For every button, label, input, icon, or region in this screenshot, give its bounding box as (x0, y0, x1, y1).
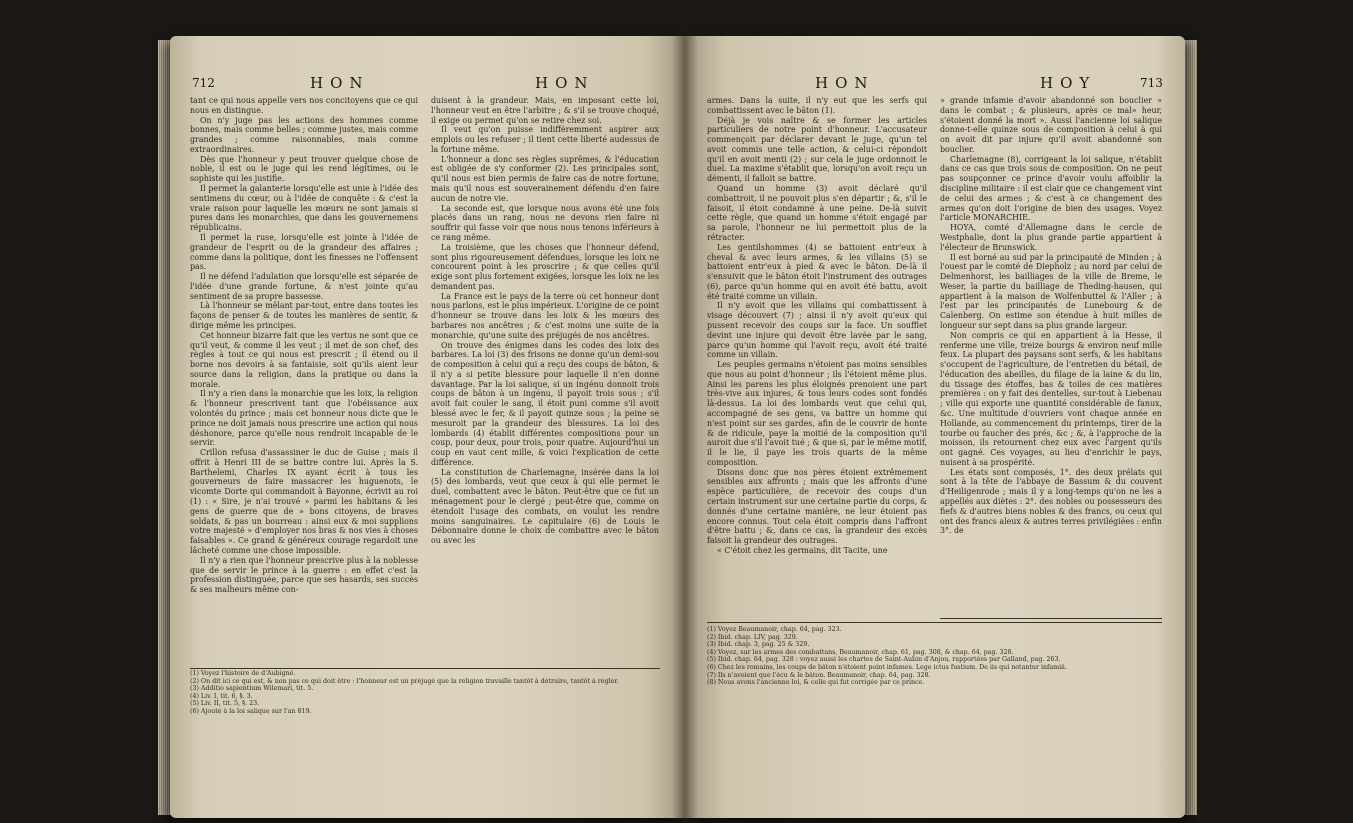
paragraph: Quand un homme (3) avoit déclaré qu'il combattroit, il ne pouvoit plus s'en départir ; &, s'il le faisoit, il étoit condamné à une peine. De-là suivit cette règle, que quand un homme s'étoit engagé par sa parole, l'honneur ne lui permettoit plus de la rétracter. (707, 184, 927, 242)
paragraph: HOYA, comté d'Allemagne dans le cercle de Westphalie, dont la plus grande partie appartient à l'électeur de Brunswick. (940, 223, 1162, 252)
paragraph: Il est borné au sud par la principauté de Minden ; à l'ouest par le comté de Diepholz ; au nord par celui de Delmenhorst, les bailliages de la ville de Breme, le Weser, la partie du bailliage de Theding-hausen, qui appartient à la maison de Wolfenbuttel & l'Aller ; à l'est par les principautés de Lunebourg & de Calenberg. On estime son étendue à huit milles de longueur sur sept dans sa plus grande largeur. (940, 252, 1162, 330)
paragraph: « C'étoit chez les germains, dit Tacite, une (717, 545, 888, 555)
paragraph: duisent à la grandeur. Mais, en imposant cette loi, l'honneur veut en être l'arbitre ; & s'il se trouve choqué, il exige ou permet qu'on se retire chez soi. (431, 96, 659, 125)
paragraph: Cet honneur bizarre fait que les vertus ne sont que ce qu'il veut, & comme il les veut ; il met de son chef, des règles à tout ce qui nous est prescrit ; il étend ou il borne nos devoirs à sa fantaisie, soit qu'ils aient leur source dans la religion, dans la pratique ou dans la morale. (190, 330, 418, 389)
running-head: HOY (1040, 74, 1097, 92)
footnote: (5) Ibid. chap. 64, pag. 328 : voyez aussi les chartes de Saint-Aubin d'Anjou, rapportées par Galland, pag. 263. (707, 656, 1061, 664)
paragraph: Les états sont composés, 1°. des deux prélats qui sont à la tête de l'abbaye de Bassum & du couvent d'Heiligenrode ; mais il y a long-temps qu'on ne les a appellés aux diètes : 2°. des nobles ou possesseurs des fiefs & d'autres biens nobles & des francs, ou ceux qui ont des francs aleux & autres terres privilégiées : enfin 3°. de (940, 467, 1162, 536)
paragraph: On n'y juge pas les actions des hommes comme bonnes, mais comme belles ; comme justes, mais comme grandes ; comme raisonnables, mais comme extraordinaires. (190, 115, 418, 154)
paragraph: » grande infamie d'avoir abandonné son bouclier » dans le combat ; & plusieurs, après ce mal» heur, s'étoient donné la mort ». Aussi l'ancienne loi salique donne-t-elle quinze sous de composition à celui à qui on avoit dit par injure qu'il avoit abandonné son bouclier. (940, 96, 1162, 154)
paragraph: La seconde est, que lorsque nous avons été une fois placés dans un rang, nous ne devons rien faire ni souffrir qui fasse voir que nous nous tenons inférieurs à ce rang même. (431, 203, 659, 242)
left-page (170, 36, 685, 818)
paragraph: Il veut qu'on puisse indifféremment aspirer aux emplois ou les refuser ; il tient cette liberté audessus de la fortune même. (431, 125, 659, 154)
paragraph: Dès que l'honneur y peut trouver quelque chose de noble, il est ou le juge qui les rend légitimes, ou le sophiste qui les justifie. (190, 154, 418, 184)
paragraph: Déjà je vois naître & se former les articles particuliers de notre point d'honneur. L'accusateur commençoit par déclarer devant le juge, qu'un tel avoit commis une telle action, & celui-ci répondoit qu'il en avoit menti (2) ; sur cela le juge ordonnoit le duel. La maxime s'établit que, lorsqu'on avoit reçu un démenti, il falloit se battre. (707, 115, 927, 184)
paragraph: Charlemagne (8), corrigeant la loi salique, n'établit dans ce cas que trois sous de composition. On ne peut pas soupçonner ce prince d'avoir voulu affoiblir la discipline militaire : il est clair que ce changement vint de celui des armes ; & c'est à ce changement des armes qu'on doit l'origine de bien des usages. Voyez l'article MONARCHIE. (940, 154, 1162, 223)
running-head: HON (535, 74, 595, 92)
paragraph: tant ce qui nous appelle vers nos concitoyens que ce qui nous en distingue. (190, 96, 418, 115)
text-column-4 (940, 96, 1162, 536)
text-column-1 (190, 96, 418, 595)
footnote: (7) Ils n'avoient que l'écu & le bâton. Beaumanoir, chap. 64, pag. 328. (707, 671, 931, 679)
paragraph: Il n'y avoit que les villains qui combattissent à visage découvert (7) ; ainsi il n'y avoit qu'eux qui pussent recevoir des coups sur la face. Un soufflet devint une injure qui devoit être lavée par le sang, parce qu'un homme qui l'avoit reçu, avoit été traité comme un villain. (707, 301, 927, 360)
book-gutter (672, 36, 698, 818)
paragraph: armes. Dans la suite, il n'y eut que les serfs qui combattissent avec le bâton (1). (707, 96, 927, 115)
footnote: (3) Additio sapientium Wilemari, tit. 5. (190, 685, 314, 693)
paragraph: Là l'honneur se mêlant par-tout, entre dans toutes les façons de penser & de toutes les manières de sentir, & dirige même les principes. (190, 301, 418, 330)
paragraph: Les peuples germains n'étoient pas moins sensibles que nous au point d'honneur ; ils l'étoient même plus. Ainsi les parens les plus éloignés prenoient une part très-vive aux injures, & tous leurs codes sont fondés là-dessus. La loi des lombards veut que celui qui, accompagné de ses gens, va battre un homme qui n'est point sur ses gardes, afin de le couvrir de honte & de ridicule, paye la moitié de la composition qu'il auroit due s'il l'avoit tué ; & que si, par le même motif, il le lie, il paye les trois quarts de la même composition. (707, 360, 927, 467)
footnotes (190, 670, 660, 716)
paragraph: L'honneur a donc ses règles suprêmes, & l'éducation est obligée de s'y conformer (2). Les principales sont, qu'il nous est bien permis de faire cas de notre fortune, mais qu'il nous est souverainement défendu d'en faire aucun de notre vie. (431, 154, 659, 203)
footnote: (3) Ibid. chap. 3, pag. 25 & 329. (707, 641, 810, 649)
paragraph: Il n'y a rien que l'honneur prescrive plus à la noblesse que de servir le prince à la guerre : en effet c'est la profession distinguée, parce que ses hasards, ses succès & ses malheurs même con- (190, 555, 418, 595)
footnote: (2) Ibid. chap. LIV, pag. 329. (707, 633, 798, 641)
paragraph: Disons donc que nos pères étoient extrêmement sensibles aux affronts ; mais que les affronts d'une espèce particulière, de recevoir des coups d'un certain instrument sur une certaine partie du corps, & donnés d'une certaine manière, ne leur étoient pas encore connus. Tout cela étoit compris dans l'affront d'être battu ; &, dans ce cas, la grandeur des excès faisoit la grandeur des outrages. (707, 467, 927, 546)
right-page (685, 36, 1185, 818)
running-head: HON (310, 74, 370, 92)
footnote: (4) Liv. I, tit. 6, §. 3. (190, 692, 253, 700)
footnote-rule (707, 622, 1162, 623)
paragraph: Il permet la ruse, lorsqu'elle est jointe à l'idée de grandeur de l'esprit ou de la grandeur des affaires ; comme dans la politique, dont les finesses ne l'offensent pas. (190, 232, 418, 272)
paragraph: La France est le pays de la terre où cet honneur dont nous parlons, est le plus impérieux. L'origine de ce point d'honneur se trouve dans les loix & les mœurs des barbares nos ancêtres ; & c'est moins une suite de la monarchie, qu'une suite des préjugés de nos ancêtres. (431, 291, 659, 340)
footnote-rule (190, 668, 660, 669)
paragraph: Il ne défend l'adulation que lorsqu'elle est séparée de l'idée d'une grande fortune, & n'est jointe qu'au sentiment de sa propre bassesse. (190, 272, 418, 301)
paragraph: La constitution de Charlemagne, insérée dans la loi (5) des lombards, veut que ceux à qui elle permet le duel, combattent avec le bâton. Peut-être que ce fut un ménagement pour le clergé ; peut-être que, comme on étendoit l'usage des combats, on voulut les rendre moins sanguinaires. Le capitulaire (6) de Louis le Débonnaire donne le choix de combattre avec le bâton ou avec les (431, 467, 659, 546)
footnote: (2) On dit ici ce qui est, & non pas ce qui doit être : l'honneur est un préjugé que la religion travaille tantôt à détruire, tantôt à régler. (190, 677, 619, 685)
footnote: (4) Voyez, sur les armes des combattans, Beaumanoir, chap. 61, pag. 308, & chap. 64, pag. 328. (707, 648, 1014, 656)
footnotes (707, 626, 1162, 687)
footnote: (5) Liv. II, tit. 5, §. 23. (190, 700, 260, 708)
footnote: (6) Chez les romains, les coups de bâton n'étoient point infames. Lege ictus fustium. De iis qui notantur infamiâ. (707, 663, 1067, 671)
paragraph: Les gentilshommes (4) se battoient entr'eux à cheval & avec leurs armes, & les villains (5) se battoient entr'eux à pied & avec le bâton. De-là il s'ensuivit que le bâton étoit l'instrument des outrages (6), parce qu'un homme qui en avoit été battu, avoit été traité comme un villain. (707, 242, 927, 301)
page-number-right: 713 (1140, 76, 1163, 90)
footnote: (1) Voyez l'histoire de d'Aubigné. (190, 670, 296, 677)
footnote: (8) Nous avons l'ancienne loi, & celle qui fut corrigée par ce prince. (707, 679, 925, 687)
right-page-edges (1183, 40, 1197, 815)
running-head: HON (815, 74, 875, 92)
paragraph: La troisième, que les choses que l'honneur défend, sont plus rigoureusement défendues, lorsque les loix ne concourent point à les proscrire ; & que celles qu'il exige sont plus fortement exigées, lorsque les loix ne les demandent pas. (431, 242, 659, 291)
paragraph: Non compris ce qui en appartient à la Hesse, il renferme une ville, treize bourgs & environ neuf mille feux. La plupart des paysans sont serfs, & les habitans s'occupent de l'agriculture, de l'entretien du bétail, de l'éducation des abeilles, du filage de la laine & du lin, du tissage des étoffes, bas & toiles de ces matières premières : on y fait des dentelles, sur-tout à Liebenau ; ville qui exporte une quantité considérable de fanux, &c. Une multitude d'ouvriers vont chaque année en Hollande, au commencement du printemps, tirer de la tourbe ou faucher des prés, &c ; &, à l'approche de la moisson, ils retournent chez eux avec l'argent qu'ils ont gagné. Ces voyages, au lieu d'enrichir le pays, nuisent à sa prospérité. (940, 330, 1162, 467)
text-column-2 (431, 96, 659, 546)
paragraph: Il n'y a rien dans la monarchie que les loix, la religion & l'honneur prescrivent tant que l'obéissance aux volontés du prince ; mais cet honneur nous dicte que le prince ne doit jamais nous prescrire une action qui nous déshonore, parce qu'elle nous rendroit incapable de le servir. (190, 389, 418, 448)
footnote: (1) Voyez Beaumanoir, chap. 64, pag. 323. (707, 626, 842, 633)
footnote: (6) Ajouté à la loi salique sur l'an 819. (190, 707, 312, 715)
paragraph: Il permet la galanterie lorsqu'elle est unie à l'idée des sentimens du cœur, ou à l'idée de conquête : & c'est la vraie raison pour laquelle les mœurs ne sont jamais si pures dans les monarchies, que dans les gouvernemens républicains. (190, 184, 418, 233)
paragraph: On trouve des énigmes dans les codes des loix des barbares. La loi (3) des frisons ne donne qu'un demi-sou de composition à celui qui a reçu des coups de bâton, & il n'y a si petite blessure pour laquelle il n'en donne davantage. Par la loi salique, si un ingénu donnoit trois coups de bâton à un ingénu, il payoit trois sous ; s'il avoit fait couler le sang, il étoit puni comme s'il avoit blessé avec le fer, & il payoit quinze sous ; la peine se mesuroit par la grandeur des blessures. La loi des lombards (4) établit différentes compositions pour un coup, pour deux, pour trois, pour quatre. Aujourd'hui un coup en vaut cent mille, & voici l'explication de cette différence. (431, 340, 659, 467)
article-end-rule (940, 618, 1162, 619)
paragraph: Crillon refusa d'assassiner le duc de Guise ; mais il offrit à Henri III de se battre contre lui. Après la S. Barthelemi, Charles IX ayant écrit à tous les gouverneurs de faire massacrer les huguenots, le vicomte Dorte qui commandoit à Bayonne, écrivit au roi (1) : « Sire, je n'ai trouvé » parmi les habitans & les gens de guerre que de » bons citoyens, de braves soldats, & pas un bourreau : ainsi eux & moi supplions votre majesté » d'employer nos bras & nos vies à choses faisables ». Ce grand & généreux courage regardoit une lâcheté comme une chose impossible. (190, 448, 418, 555)
page-number-left: 712 (192, 76, 215, 90)
text-column-3 (707, 96, 927, 556)
